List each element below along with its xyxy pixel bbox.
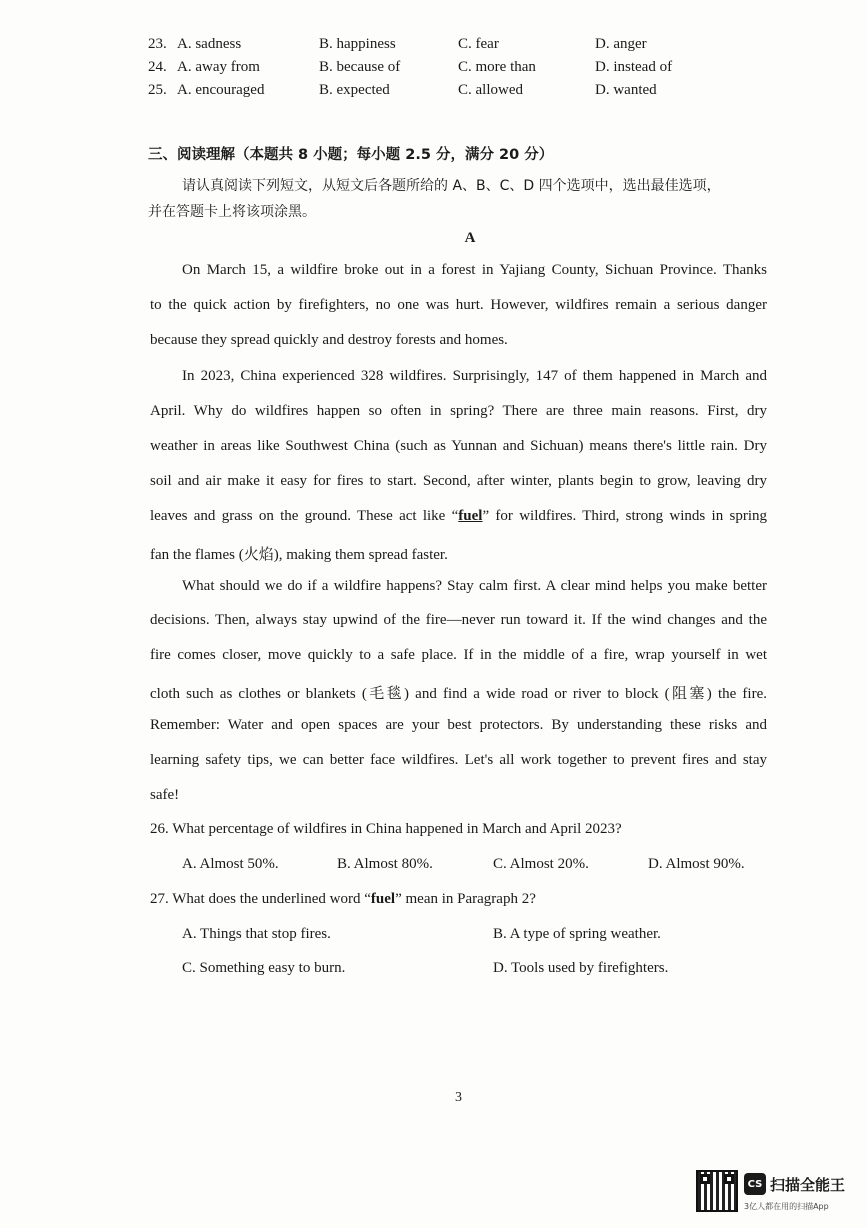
question-27-option-c: C. Something easy to burn. — [182, 960, 346, 976]
question-text: ” mean in Paragraph 2? — [395, 891, 536, 907]
option-c: C. allowed — [458, 82, 523, 98]
question-number: 25. — [148, 82, 167, 98]
option-d: D. wanted — [595, 82, 657, 98]
options-row-25 — [148, 82, 708, 106]
option-a: A. encouraged — [177, 82, 265, 98]
passage-line: In 2023, China experienced 328 wildfires. Surprisingly, 147 of them happened in March and — [182, 368, 767, 384]
question-26-option-c: C. Almost 20%. — [493, 856, 589, 872]
option-b: B. because of — [319, 59, 401, 75]
passage-line: weather in areas like Southwest China (such as Yunnan and Sichuan) means there's little rain. Dry — [150, 438, 767, 454]
passage-line: because they spread quickly and destroy forests and homes. — [150, 332, 508, 348]
question-number: 23. — [148, 36, 167, 52]
qr-code-icon — [696, 1170, 738, 1212]
scanner-logo: CS — [744, 1173, 766, 1195]
question-text: 27. What does the underlined word “ — [150, 891, 371, 907]
question-26-stem: 26. What percentage of wildfires in China happened in March and April 2023? — [150, 821, 622, 837]
scanner-tagline: 3亿人都在用的扫描App — [744, 1202, 829, 1211]
passage-line: What should we do if a wildfire happens? Stay calm first. A clear mind helps you make better — [182, 578, 767, 594]
passage-line: to the quick action by firefighters, no one was hurt. However, wildfires remain a serious danger — [150, 297, 767, 313]
question-26-option-d: D. Almost 90%. — [648, 856, 745, 872]
passage-line: safe! — [150, 787, 180, 803]
option-c: C. fear — [458, 36, 499, 52]
passage-text: ” for wildfires. Third, strong winds in spring — [482, 508, 767, 524]
passage-title: A — [464, 230, 476, 246]
passage-line: April. Why do wildfires happen so often in spring? There are three main reasons. First, dry — [150, 403, 767, 419]
option-d: D. instead of — [595, 59, 673, 75]
underlined-word-fuel: fuel — [458, 508, 483, 524]
passage-line — [150, 508, 767, 530]
question-27-option-a: A. Things that stop fires. — [182, 926, 331, 942]
page-number: 3 — [455, 1090, 462, 1105]
option-a: A. sadness — [177, 36, 242, 52]
option-a: A. away from — [177, 59, 260, 75]
option-c: C. more than — [458, 59, 536, 75]
option-d: D. anger — [595, 36, 647, 52]
options-row-24 — [148, 59, 708, 83]
option-b: B. happiness — [319, 36, 396, 52]
question-27-option-d: D. Tools used by firefighters. — [493, 960, 669, 976]
passage-line: learning safety tips, we can better face wildfires. Let's all work together to prevent fires and stay — [150, 752, 767, 768]
options-row-23 — [148, 36, 708, 60]
passage-text: leaves and grass on the ground. These act like “ — [150, 508, 459, 524]
instruction-line-1: 请认真阅读下列短文，从短文后各题所给的 A、B、C、D 四个选项中，选出最佳选项， — [182, 178, 721, 194]
passage-line: fire comes closer, move quickly to a safe place. If in the middle of a fire, wrap yourself in wet — [150, 647, 767, 663]
question-number: 24. — [148, 59, 167, 75]
question-26-option-b: B. Almost 80%. — [337, 856, 433, 872]
question-word-fuel: fuel — [370, 891, 396, 907]
instruction-line-2: 并在答题卡上将该项涂黑。 — [148, 204, 316, 220]
option-b: B. expected — [319, 82, 390, 98]
section-heading: 三、阅读理解（本题共 8 小题；每小题 2.5 分，满分 20 分） — [148, 147, 554, 163]
passage-line: On March 15, a wildfire broke out in a forest in Yajiang County, Sichuan Province. Thanks — [182, 262, 767, 278]
question-26-option-a: A. Almost 50%. — [182, 856, 279, 872]
passage-line: cloth such as clothes or blankets (毛毯) and find a wide road or river to block (阻塞) the fire. — [150, 686, 767, 702]
scanner-app-name: 扫描全能王 — [770, 1176, 846, 1194]
question-27-option-b: B. A type of spring weather. — [493, 926, 661, 942]
question-27-stem — [150, 891, 536, 908]
passage-line: fan the flames (火焰), making them spread faster. — [150, 547, 448, 563]
passage-line: Remember: Water and open spaces are your best protectors. By understanding these risks and — [150, 717, 767, 733]
passage-line: decisions. Then, always stay upwind of the fire—never run toward it. If the wind changes and the — [150, 612, 767, 628]
passage-line: soil and air make it easy for fires to start. Second, after winter, plants begin to grow, leaving dry — [150, 473, 767, 489]
